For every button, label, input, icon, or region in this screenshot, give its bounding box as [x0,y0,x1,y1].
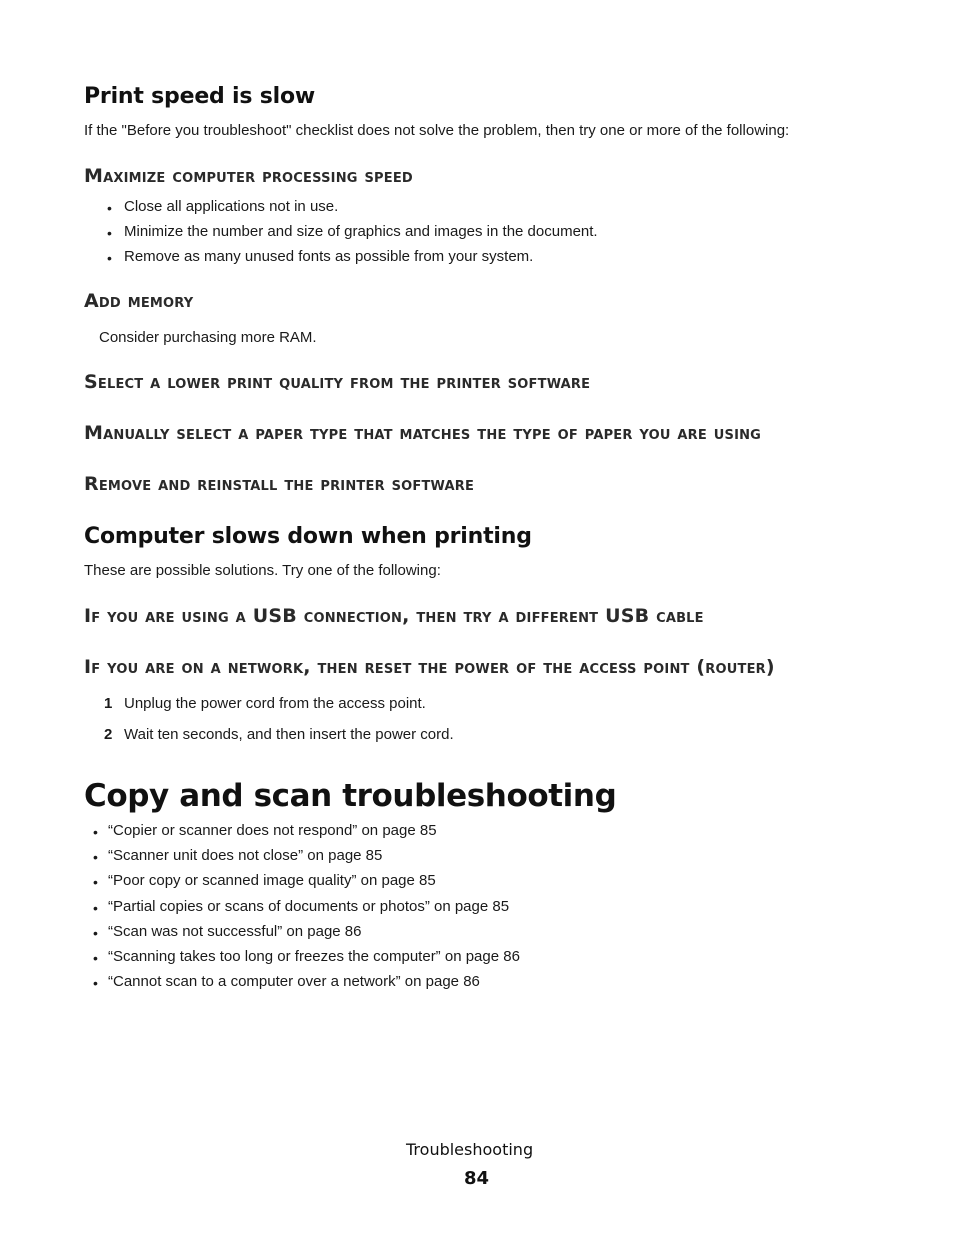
bullet-icon: • [107,250,112,266]
bullet-icon: • [93,975,98,991]
section-title-copy-scan: Copy and scan troubleshooting [84,778,617,814]
section-title-print-speed: Print speed is slow [84,84,316,109]
subheading-paper-type: Manually select a paper type that matches the type of paper you are using [84,422,762,444]
topic-link[interactable]: “Scanner unit does not close” on page 85 [108,847,383,864]
list-item-text: Remove as many unused fonts as possible from your system. [124,248,534,265]
list-item-text: Close all applications not in use. [124,198,339,215]
computer-slows-intro: These are possible solutions. Try one of the following: [84,562,441,579]
subheading-usb: If you are using a USB connection, then try a different USB cable [84,605,704,627]
topic-link[interactable]: “Partial copies or scans of documents or photos” on page 85 [108,898,510,915]
topic-link[interactable]: “Poor copy or scanned image quality” on page 85 [108,872,436,889]
topic-link[interactable]: “Scan was not successful” on page 86 [108,923,362,940]
bullet-icon: • [93,900,98,916]
step-text: Wait ten seconds, and then insert the power cord. [124,726,454,743]
bullet-icon: • [93,849,98,865]
bullet-icon: • [93,874,98,890]
list-item-text: Minimize the number and size of graphics and images in the document. [124,223,598,240]
step-text: Unplug the power cord from the access point. [124,695,426,712]
subheading-maximize-speed: Maximize computer processing speed [84,165,413,187]
footer-label: Troubleshooting [406,1140,534,1159]
step-number: 1 [104,695,113,712]
subheading-network: If you are on a network, then reset the power of the access point (router) [84,656,775,678]
bullet-icon: • [93,925,98,941]
step-number: 2 [104,726,113,743]
add-memory-text: Consider purchasing more RAM. [99,329,317,346]
topic-link[interactable]: “Copier or scanner does not respond” on page 85 [108,822,437,839]
topic-link[interactable]: “Cannot scan to a computer over a network” on page 86 [108,973,480,990]
bullet-icon: • [107,200,112,216]
bullet-icon: • [93,950,98,966]
subheading-lower-quality: Select a lower print quality from the printer software [84,371,591,393]
subheading-add-memory: Add memory [84,290,194,312]
bullet-icon: • [93,824,98,840]
page-number: 84 [464,1168,490,1189]
topic-link[interactable]: “Scanning takes too long or freezes the computer” on page 86 [108,948,520,965]
subheading-reinstall: Remove and reinstall the printer software [84,473,475,495]
section-title-computer-slows: Computer slows down when printing [84,524,532,549]
print-speed-intro: If the "Before you troubleshoot" checklist does not solve the problem, then try one or more of the following: [84,122,790,139]
bullet-icon: • [107,225,112,241]
